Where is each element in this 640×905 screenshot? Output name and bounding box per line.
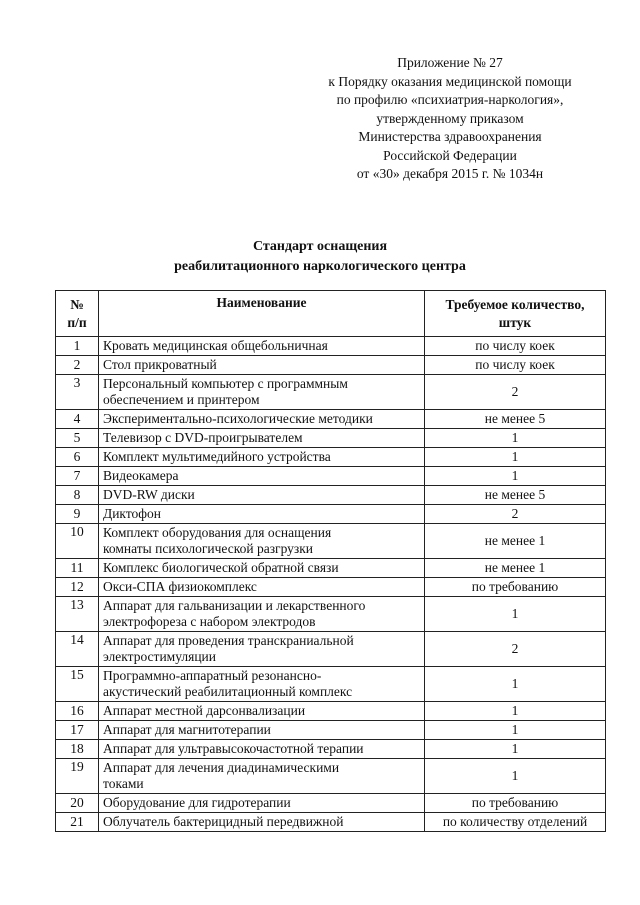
row-name <box>99 429 425 448</box>
row-name-line: Программно-аппаратный резонансно- <box>103 668 322 683</box>
header-line: от «30» декабря 2015 г. № 1034н <box>356 166 544 181</box>
row-quantity: 1 <box>425 721 606 740</box>
row-name-line: Диктофон <box>103 506 162 521</box>
row-name <box>99 505 425 524</box>
row-number: 12 <box>56 578 99 597</box>
row-name-line: Комплект оборудования для оснащения <box>103 525 332 540</box>
row-number: 2 <box>56 356 99 375</box>
row-quantity: 1 <box>425 467 606 486</box>
row-name-line: Аппарат местной дарсонвализации <box>103 703 306 718</box>
row-name-line: Видеокамера <box>103 468 179 483</box>
row-name-line: Облучатель бактерицидный передвижной <box>103 814 344 829</box>
equipment-table <box>55 290 606 832</box>
table-row <box>56 505 606 524</box>
row-name <box>99 578 425 597</box>
header-line: по профилю «психиатрия-наркология», <box>336 92 564 107</box>
row-number: 21 <box>56 813 99 832</box>
row-name-line: комнаты психологической разгрузки <box>103 541 314 556</box>
table-row <box>56 467 606 486</box>
header-qty-line-2: штук <box>498 314 532 330</box>
row-name-line: Аппарат для лечения диадинамическими <box>103 760 340 775</box>
row-number: 20 <box>56 794 99 813</box>
row-number: 10 <box>56 524 99 559</box>
row-name <box>99 759 425 794</box>
row-name-line: Стол прикроватный <box>103 357 217 372</box>
row-quantity: 1 <box>425 597 606 632</box>
row-name-line: Оборудование для гидротерапии <box>103 795 291 810</box>
row-number: 16 <box>56 702 99 721</box>
row-quantity: 1 <box>425 702 606 721</box>
row-quantity: по требованию <box>425 794 606 813</box>
row-number: 7 <box>56 467 99 486</box>
row-number: 1 <box>56 337 99 356</box>
row-number: 4 <box>56 410 99 429</box>
table-header-row <box>56 291 606 337</box>
row-quantity: не менее 5 <box>425 410 606 429</box>
row-quantity: 1 <box>425 429 606 448</box>
row-number: 13 <box>56 597 99 632</box>
row-name-line: Окси-СПА физиокомплекс <box>103 579 257 594</box>
row-name <box>99 337 425 356</box>
table-row <box>56 410 606 429</box>
row-quantity: по требованию <box>425 578 606 597</box>
row-name <box>99 448 425 467</box>
row-quantity: 1 <box>425 759 606 794</box>
table-row <box>56 448 606 467</box>
row-number: 18 <box>56 740 99 759</box>
row-name-line: акустический реабилитационный комплекс <box>103 684 353 699</box>
table-row <box>56 794 606 813</box>
row-quantity: 1 <box>425 448 606 467</box>
header-qty-line-1: Требуемое количество, <box>445 296 585 312</box>
row-number: 9 <box>56 505 99 524</box>
row-name <box>99 667 425 702</box>
row-name <box>99 794 425 813</box>
table-row <box>56 375 606 410</box>
row-number: 3 <box>56 375 99 410</box>
header-line: Министерства здравоохранения <box>358 129 542 144</box>
row-name <box>99 702 425 721</box>
row-name-line: Телевизор с DVD-проигрывателем <box>103 430 303 445</box>
row-number: 14 <box>56 632 99 667</box>
row-number: 11 <box>56 559 99 578</box>
row-name-line: токами <box>103 776 144 791</box>
row-quantity: по количеству отделений <box>425 813 606 832</box>
header-line: к Порядку оказания медицинской помощи <box>328 73 572 89</box>
row-quantity: по числу коек <box>425 356 606 375</box>
row-number: 19 <box>56 759 99 794</box>
row-name <box>99 632 425 667</box>
table-row <box>56 578 606 597</box>
row-name-line: обеспечением и принтером <box>103 392 260 407</box>
row-quantity: 2 <box>425 375 606 410</box>
row-name <box>99 721 425 740</box>
row-number: 5 <box>56 429 99 448</box>
row-quantity: не менее 1 <box>425 524 606 559</box>
table-row <box>56 559 606 578</box>
row-name-line: DVD-RW диски <box>103 487 195 502</box>
table-row <box>56 429 606 448</box>
header-num-line-2: п/п <box>67 314 87 330</box>
row-name <box>99 410 425 429</box>
table-row <box>56 813 606 832</box>
row-name-line: Комплекс биологической обратной связи <box>103 560 339 575</box>
table-row <box>56 524 606 559</box>
row-name-line: Кровать медицинская общебольничная <box>103 338 328 353</box>
header-line: Приложение № 27 <box>397 55 503 70</box>
row-quantity: 2 <box>425 632 606 667</box>
row-name <box>99 597 425 632</box>
row-name <box>99 467 425 486</box>
header-name-text: Наименование <box>216 295 307 310</box>
row-name-line: электростимуляции <box>103 649 216 664</box>
row-number: 8 <box>56 486 99 505</box>
document-title <box>0 237 640 277</box>
table-row <box>56 667 606 702</box>
table-row <box>56 702 606 721</box>
row-name <box>99 356 425 375</box>
table-row <box>56 632 606 667</box>
row-name <box>99 740 425 759</box>
document-header <box>300 54 600 184</box>
row-name-line: Комплект мультимедийного устройства <box>103 449 331 464</box>
row-name-line: Аппарат для ультравысокочастотной терапии <box>103 741 364 756</box>
row-name <box>99 813 425 832</box>
table-row <box>56 759 606 794</box>
row-name-line: Персональный компьютер с программным <box>103 376 348 391</box>
header-num <box>56 291 99 337</box>
row-quantity: 1 <box>425 667 606 702</box>
row-quantity: 1 <box>425 740 606 759</box>
table-body <box>56 337 606 832</box>
row-number: 15 <box>56 667 99 702</box>
row-number: 6 <box>56 448 99 467</box>
row-name-line: Аппарат для проведения транскраниальной <box>103 633 354 648</box>
row-name <box>99 486 425 505</box>
table-row <box>56 356 606 375</box>
row-quantity: не менее 1 <box>425 559 606 578</box>
table-row <box>56 337 606 356</box>
table-row <box>56 597 606 632</box>
header-qty <box>425 291 606 337</box>
table-row <box>56 740 606 759</box>
row-quantity: не менее 5 <box>425 486 606 505</box>
table-row <box>56 486 606 505</box>
row-name <box>99 559 425 578</box>
header-line: утвержденному приказом <box>376 110 524 126</box>
header-line: Российской Федерации <box>383 147 517 163</box>
row-name <box>99 524 425 559</box>
row-name-line: электрофореза с набором электродов <box>103 614 316 629</box>
row-number: 17 <box>56 721 99 740</box>
row-quantity: 2 <box>425 505 606 524</box>
row-name-line: Аппарат для магнитотерапии <box>103 722 271 737</box>
title-line-2: реабилитационного наркологического центра <box>174 259 466 274</box>
row-quantity: по числу коек <box>425 337 606 356</box>
table-row <box>56 721 606 740</box>
row-name-line: Экспериментально-психологические методики <box>103 411 373 426</box>
row-name-line: Аппарат для гальванизации и лекарственного <box>103 598 366 613</box>
row-name <box>99 375 425 410</box>
header-num-line-1: № <box>70 296 84 312</box>
title-line-1: Стандарт оснащения <box>252 239 388 254</box>
header-name <box>99 291 425 337</box>
